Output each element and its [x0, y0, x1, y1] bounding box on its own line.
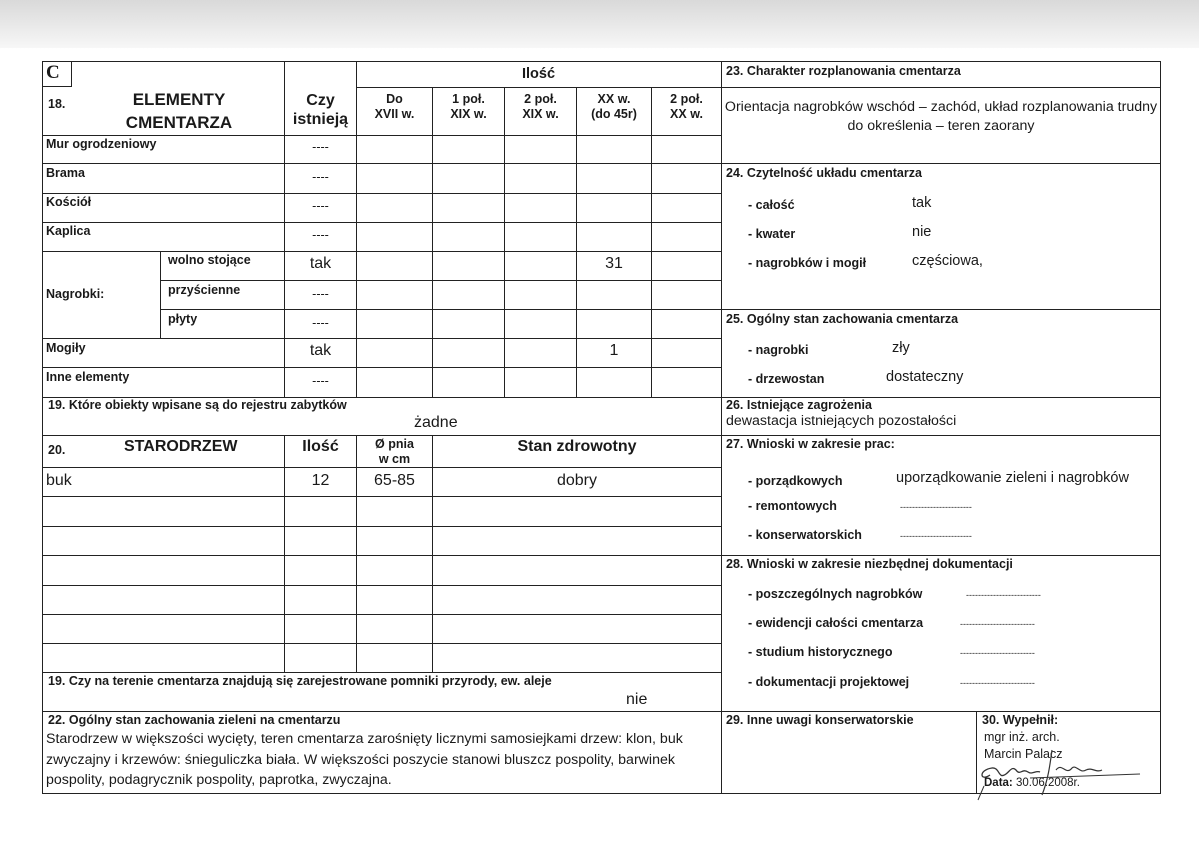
s20-col-qty-left: [284, 435, 285, 672]
element-label: Kościół: [46, 195, 92, 209]
h-header-bottom: [42, 135, 722, 136]
s20-col-qty-right: [356, 435, 357, 672]
tree-species: buk: [46, 472, 72, 489]
s27-item-value: ------------------------: [900, 502, 972, 512]
s27-item-label: - remontowych: [748, 499, 837, 513]
s24-item-value: tak: [912, 195, 932, 211]
s27-item-label: - konserwatorskich: [748, 528, 862, 542]
s28-item-value: -------------------------: [960, 648, 1035, 658]
col-line-p2: [504, 87, 505, 397]
element-label: Brama: [46, 166, 85, 180]
s26-value: dewastacja istniejących pozostałości: [726, 413, 957, 429]
frame-right: [1160, 61, 1161, 794]
s18-number: 18.: [48, 97, 66, 111]
s28-item-value: -------------------------: [960, 678, 1035, 688]
s24-item-label: - kwater: [748, 227, 796, 241]
h-s23-head: [721, 87, 1161, 88]
s25-label: 25. Ogólny stan zachowania cmentarza: [726, 312, 959, 326]
s28-item-label: - dokumentacji projektowej: [748, 675, 910, 689]
s24-item-label: - całość: [748, 198, 795, 212]
s27-label: 27. Wnioski w zakresie prac:: [726, 437, 895, 451]
mogily-exists: tak: [309, 342, 332, 359]
tree-diameter: 65-85: [374, 472, 415, 489]
h-s27: [721, 555, 1161, 556]
s24-label: 24. Czytelność układu cmentarza: [726, 166, 922, 180]
h-s19a: [42, 435, 722, 436]
period-header: 1 poł. XIX w.: [450, 92, 487, 121]
s19a-label: 19. Które obiekty wpisane są do rejestru zabytków: [48, 398, 347, 412]
s28-item-label: - poszczególnych nagrobków: [748, 587, 923, 601]
s30-date: Data: 30.06.2008r.: [984, 777, 1080, 789]
s28-item-value: -------------------------: [966, 590, 1041, 600]
scan-edge: [0, 0, 1199, 48]
h-s23: [721, 163, 1161, 164]
h-s20-r7: [42, 672, 722, 673]
h-s20-r2: [42, 526, 722, 527]
inne-label: Inne elementy: [46, 370, 130, 384]
s28-item-label: - ewidencji całości cmentarza: [748, 616, 924, 630]
h-s26: [721, 435, 1161, 436]
element-label: Mur ogrodzeniowy: [46, 137, 157, 151]
tree-qty: 12: [311, 472, 330, 489]
h-row-mogily: [42, 367, 722, 368]
s28-label: 28. Wnioski w zakresie niezbędnej dokumentacji: [726, 557, 1013, 571]
s25-item-value: zły: [892, 340, 910, 356]
s23-text: Orientacja nagrobków wschód – zachód, układ rozplanowania trudny do określenia – teren zaorany: [724, 99, 1158, 134]
s22-label: 22. Ogólny stan zachowania zieleni na cmentarzu: [48, 713, 341, 727]
s30-label: 30. Wypełnił:: [982, 713, 1059, 727]
period-header: XX w. (do 45r): [591, 92, 637, 121]
h-s20-r4: [42, 585, 722, 586]
s27-item-value: ------------------------: [900, 531, 972, 541]
h-row-brama: [42, 193, 722, 194]
element-exists: ----: [312, 228, 329, 242]
nagrobki-sub-label: płyty: [168, 312, 198, 326]
h-s20-r5: [42, 614, 722, 615]
h-row-mur: [42, 163, 722, 164]
col-line-p1: [432, 87, 433, 397]
h-s20-header: [42, 467, 722, 468]
nagrobki-exists: ----: [312, 287, 329, 301]
s20-title: STARODRZEW: [124, 438, 238, 455]
h-s20-r6: [42, 643, 722, 644]
s25-item-value: dostateczny: [886, 369, 964, 385]
nagrobki-split: [160, 251, 161, 338]
s22-text: Starodrzew w większości wycięty, teren cmentarza zarośnięty licznymi samosiejkami drzew: klon, buk zwyczajny i krzewów: śnieguliczka biała. W większości poszycie stanowi bluszcz pospolity, barwinek pospolity, podagrycznik pospolity, paprotka, zwyczajna.: [46, 731, 683, 788]
h-row-plyty: [42, 338, 722, 339]
s20-qty-header: Ilość: [302, 438, 339, 455]
s20-health-header: Stan zdrowotny: [517, 438, 637, 455]
s19b-label: 19. Czy na terenie cmentarza znajdują się zarejestrowane pomniki przyrody, ew. aleje: [48, 674, 552, 688]
element-exists: ----: [312, 199, 329, 213]
form-letter: C: [46, 62, 60, 83]
s30-name: mgr inż. arch. Marcin Palacz: [984, 730, 1063, 761]
period-header: 2 poł. XX w.: [670, 92, 703, 121]
element-label: Kaplica: [46, 224, 91, 238]
s24-item-label: - nagrobków i mogił: [748, 256, 867, 270]
exists-header-2: istnieją: [292, 111, 349, 128]
h-s20-r3: [42, 555, 722, 556]
h-row-przy: [160, 309, 722, 310]
h-s19b: [42, 711, 1161, 712]
h-row-wolno: [160, 280, 722, 281]
s18-title-1: ELEMENTY: [132, 90, 226, 109]
nagrobki-exists: ----: [312, 316, 329, 330]
nagrobki-sub-label: przyścienne: [168, 283, 241, 297]
s25-item-label: - nagrobki: [748, 343, 809, 357]
s20-col-diam-right: [432, 435, 433, 672]
s29-label: 29. Inne uwagi konserwatorskie: [726, 713, 914, 727]
h-row-kosciol: [42, 222, 722, 223]
s28-item-value: -------------------------: [960, 619, 1035, 629]
s19a-value: żadne: [414, 414, 458, 431]
s20-number: 20.: [48, 443, 66, 457]
element-exists: ----: [312, 170, 329, 184]
s20-diam-header: Ø pnia w cm: [375, 437, 414, 466]
col-line-p4: [651, 87, 652, 397]
tree-health: dobry: [556, 472, 598, 489]
s27-item-label: - porządkowych: [748, 474, 843, 488]
nagrobki-sub-label: wolno stojące: [168, 253, 251, 267]
exists-header-1: Czy: [306, 92, 335, 109]
h-s20-r1: [42, 496, 722, 497]
h-s24: [721, 309, 1161, 310]
mogily-qty: 1: [609, 342, 619, 359]
inne-exists: ----: [312, 374, 329, 388]
s24-item-value: częściowa,: [912, 253, 983, 269]
period-header: 2 poł. XIX w.: [522, 92, 559, 121]
signature: [970, 740, 1145, 802]
s27-item-value: uporządkowanie zieleni i nagrobków: [896, 470, 1129, 486]
s23-label: 23. Charakter rozplanowania cmentarza: [726, 64, 961, 78]
s26-label: 26. Istniejące zagrożenia: [726, 398, 872, 412]
s25-item-label: - drzewostan: [748, 372, 825, 386]
nagrobki-label: Nagrobki:: [46, 287, 105, 301]
nagrobki-exists: tak: [309, 255, 332, 272]
s28-item-label: - studium historycznego: [748, 645, 893, 659]
mogily-label: Mogiły: [46, 341, 86, 355]
h-qty-header: [356, 87, 722, 88]
nagrobki-qty: 31: [605, 255, 623, 272]
s18-title-2: CMENTARZA: [125, 113, 233, 132]
s24-item-value: nie: [912, 224, 932, 240]
frame-left: [42, 61, 43, 794]
element-exists: ----: [312, 140, 329, 154]
frame-top: [42, 61, 1161, 62]
h-row-kaplica: [42, 251, 722, 252]
period-header: Do XVII w.: [374, 92, 415, 121]
s19b-value: nie: [626, 691, 648, 708]
panel-divider: [721, 61, 722, 794]
qty-header: Ilość: [521, 66, 556, 82]
